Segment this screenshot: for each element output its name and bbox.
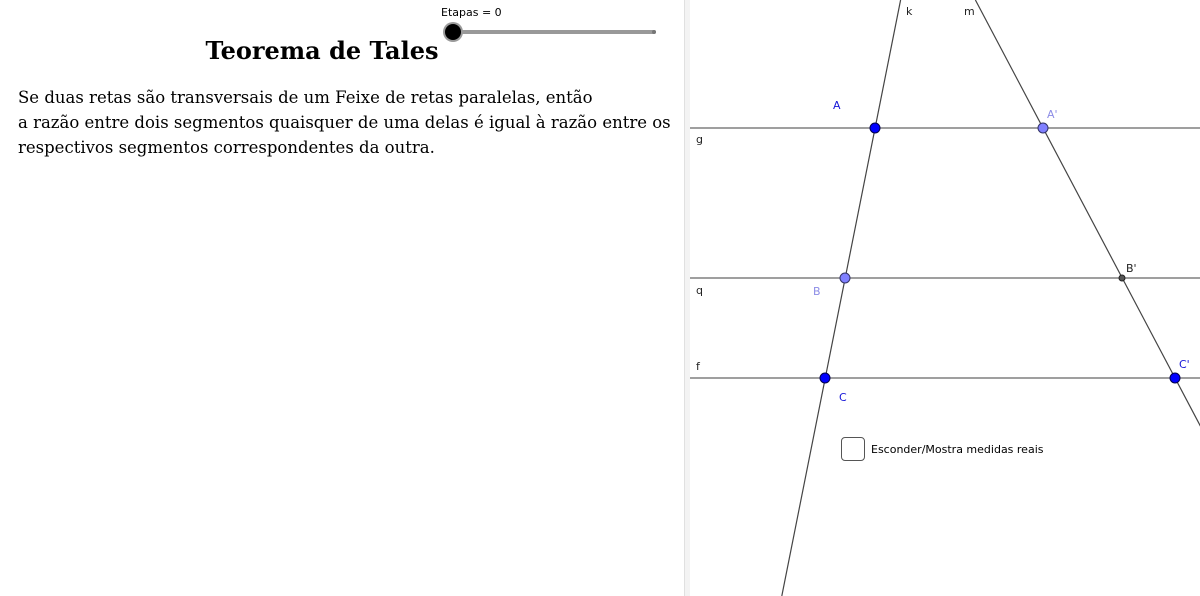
page-title-text: Teorema de Tales xyxy=(205,36,439,65)
line-k-label: k xyxy=(906,5,913,18)
line-f-label: f xyxy=(696,360,700,373)
point-a-prime-label: A' xyxy=(1047,108,1058,121)
show-real-measures-label: Esconder/Mostra medidas reais xyxy=(871,443,1044,456)
point-a-label: A xyxy=(833,99,841,112)
theorem-text-line-2: a razão entre dois segmentos quaisquer de uma delas é igual à razão entre os xyxy=(18,113,671,132)
point-c-prime[interactable] xyxy=(1170,373,1180,383)
etapas-slider-track[interactable] xyxy=(452,30,656,34)
theorem-text-line-3: respectivos segmentos correspondentes da outra. xyxy=(18,138,435,157)
line-m[interactable] xyxy=(975,0,1200,484)
show-real-measures-checkbox[interactable] xyxy=(841,437,865,461)
point-b-prime[interactable] xyxy=(1119,275,1125,281)
point-b-label: B xyxy=(813,285,821,298)
line-q-label: q xyxy=(696,284,703,297)
point-b[interactable] xyxy=(840,273,850,283)
point-c[interactable] xyxy=(820,373,830,383)
page-title xyxy=(0,36,654,65)
point-c-prime-label: C' xyxy=(1179,358,1190,371)
point-a-prime[interactable] xyxy=(1038,123,1048,133)
line-k[interactable] xyxy=(782,0,901,596)
line-g-label: g xyxy=(696,133,703,146)
theorem-text-line-1: Se duas retas são transversais de um Feixe de retas paralelas, então xyxy=(18,88,593,107)
slider-label: Etapas = 0 xyxy=(441,6,502,19)
geometry-canvas[interactable] xyxy=(690,0,1200,596)
point-a[interactable] xyxy=(870,123,880,133)
line-m-label: m xyxy=(964,5,975,18)
graphics-view[interactable] xyxy=(690,0,1200,596)
slider-end-marker xyxy=(652,30,656,34)
point-c-label: C xyxy=(839,391,847,404)
point-b-prime-label: B' xyxy=(1126,262,1137,275)
